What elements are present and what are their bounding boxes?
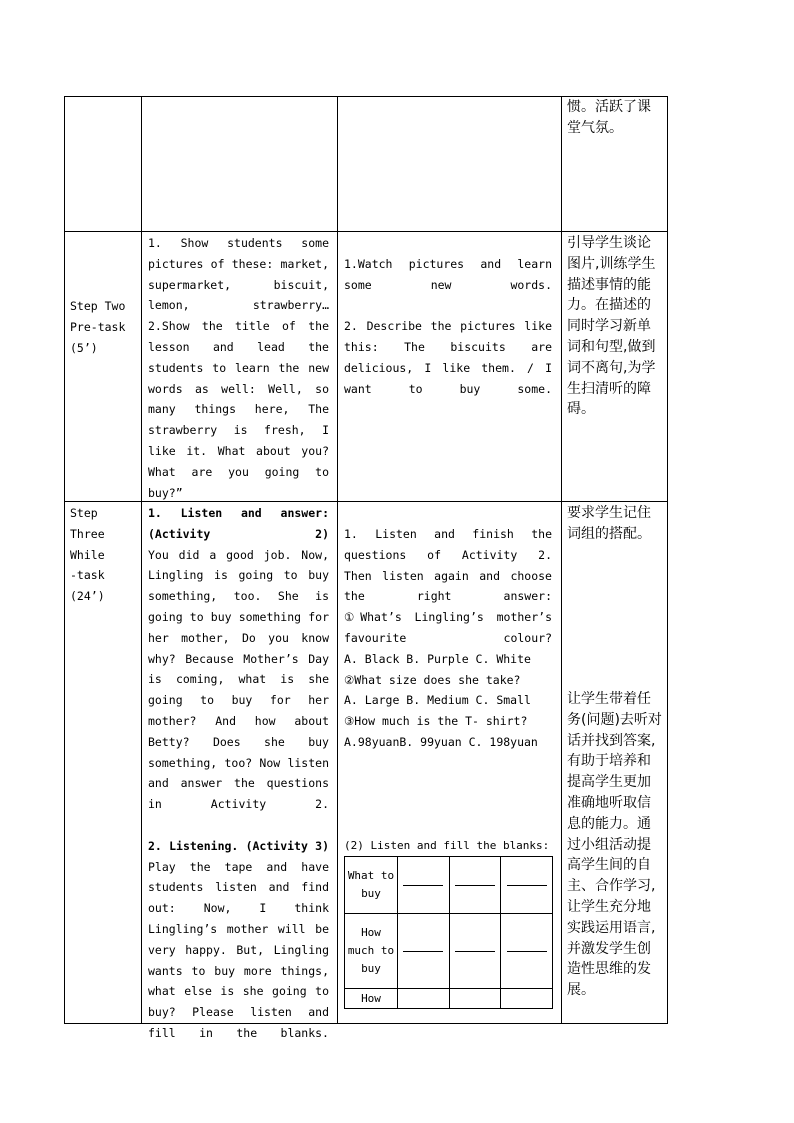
answer-options: A.98yuanB. 99yuan C. 198yuan [344, 734, 538, 749]
row-label: How [345, 989, 398, 1009]
blank-cell [501, 989, 553, 1009]
activity-heading: 1. Listen and answer: (Activity 2) [148, 506, 329, 541]
blank-line [507, 950, 547, 952]
blank-cell [501, 857, 553, 914]
blank-line [403, 884, 443, 886]
teacher-activity-cell [148, 503, 329, 1044]
blank-line [403, 950, 443, 952]
answer-options: A. Black B. Purple C. White [344, 651, 531, 666]
notes-cell: 引导学生谈论图片,训练学生描述事情的能力。在描述的同时学习新单词和句型,做到词不离句,为学生扫清听的障碍。 [567, 235, 656, 418]
fill-blanks-title: (2) Listen and fill the blanks: [344, 839, 550, 852]
student-activity-cell [344, 254, 552, 400]
step-stage-suffix: -task [70, 568, 105, 583]
activity-heading: 2. Listening. (Activity 3) [148, 838, 329, 853]
student-task: 1. Listen and finish the questions of Activity 2. [344, 527, 552, 562]
column-divider [337, 96, 338, 1024]
step-stage: While [70, 547, 105, 562]
student-task: Then listen again and choose the right answer: [344, 568, 552, 604]
blank-cell [449, 989, 501, 1009]
teacher-step-1: 1. Show students some pictures of these: market, supermarket, biscuit, lemon, strawberry… [148, 236, 329, 313]
question: ②What size does she take? [344, 672, 521, 687]
table-row [345, 857, 553, 914]
row-label: What to buy [345, 857, 398, 914]
activity-instructions: You did a good job. Now, Lingling is going to buy something, too. She is going to buy something for her mother, Do you know why? Because Mother’s Day is coming, what is she going to buy for her mother? And how about Betty? Does she buy something, too? Now listen and answer the questions in Activity 2. [148, 547, 329, 812]
blank-cell [449, 857, 501, 914]
table-row [345, 989, 553, 1009]
step-name: Step Two [70, 299, 126, 313]
blank-line [455, 950, 495, 952]
blank-line [455, 884, 495, 886]
answer-options: A. Large B. Medium C. Small [344, 693, 531, 708]
student-step-2: 2. Describe the pictures like this: The biscuits are delicious, I like them. / I want to buy some. [344, 319, 552, 396]
step-stage: Pre-task [70, 319, 126, 334]
column-divider [561, 96, 562, 1024]
table-border-right [667, 96, 668, 1024]
row-label: How much to buy [345, 914, 398, 989]
notes-cell: 让学生带着任务(问题)去听对话并找到答案,有助于培养和提高学生更加准确地听取信息的能力。通过小组活动提高学生间的自主、合作学习,让学生充分地实践运用语言,并激发学生创造性思维的发展。 [567, 691, 662, 999]
fill-blanks-table [344, 856, 553, 1010]
step-duration: (24’) [70, 589, 105, 604]
notes-cell: 惯。活跃了课堂气氛。 [567, 99, 651, 136]
row-divider [64, 231, 668, 232]
student-activity-cell [344, 524, 552, 753]
step-number: Three [70, 526, 105, 541]
column-divider [141, 96, 142, 1024]
blank-cell [398, 857, 450, 914]
blank-cell [501, 914, 553, 989]
step-name: Step [70, 506, 98, 520]
blank-line [507, 884, 547, 886]
blank-cell [449, 914, 501, 989]
question: ①What’s Lingling’s mother’s favourite colour? [344, 610, 552, 645]
teacher-activity-cell [148, 233, 329, 503]
step-cell [70, 503, 138, 607]
table-row [345, 914, 553, 989]
student-step-1: 1.Watch pictures and learn some new words. [344, 257, 552, 292]
step-cell [70, 296, 138, 358]
lesson-plan-table [64, 96, 668, 1040]
question: ③How much is the T- shirt? [344, 714, 528, 729]
activity-instructions: Play the tape and have students listen and find out: Now, I think Lingling’s mother will be very happy. But, Lingling wants to buy more things, what else is she going to buy? Please listen and fill in the blanks. [148, 859, 329, 1040]
blank-cell [398, 914, 450, 989]
teacher-step-2: 2.Show the title of the lesson and lead the students to learn the new words as well: Well, so many things here, The strawberry is fresh, I like it. What about you? What are you going to buy?” [148, 319, 329, 500]
table-border-left [64, 96, 65, 1024]
blank-cell [398, 989, 450, 1009]
notes-cell: 要求学生记住词组的搭配。 [567, 505, 651, 542]
step-duration: (5’) [70, 340, 98, 355]
